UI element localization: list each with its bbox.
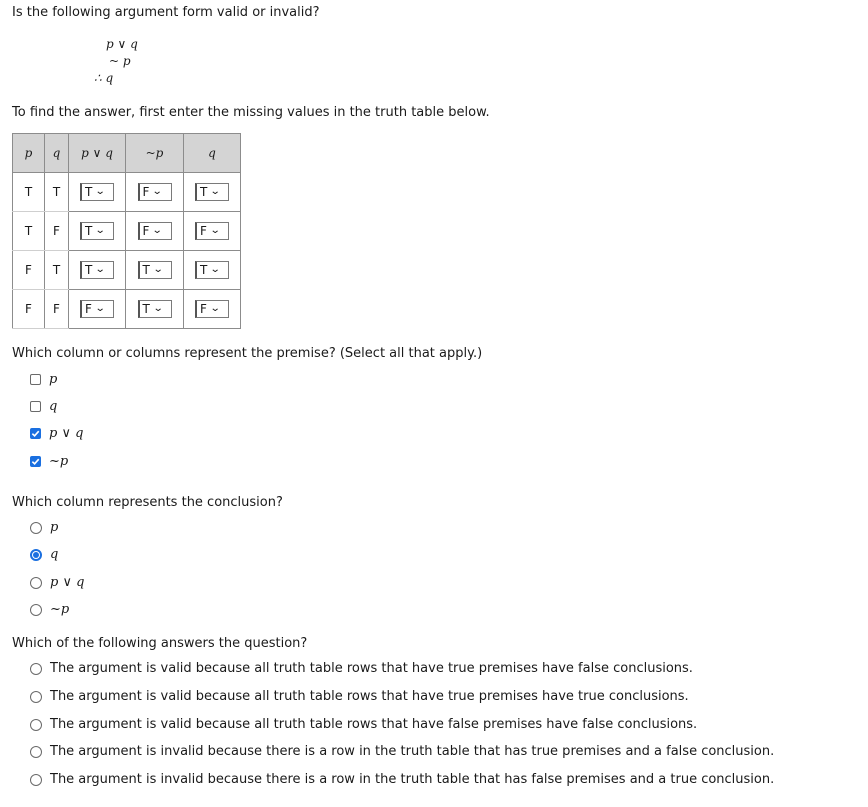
select-q[interactable] — [195, 183, 229, 201]
radio-button[interactable] — [30, 577, 42, 589]
select-not-p[interactable] — [138, 183, 172, 201]
question-conclusion: Which column represents the conclusion? — [12, 495, 283, 510]
cell-q: T — [45, 173, 69, 212]
chevron-down-icon: ⌄ — [152, 303, 164, 314]
truth-table — [12, 133, 241, 329]
chevron-down-icon: ⌄ — [95, 225, 106, 236]
radio-button-selected[interactable] — [30, 549, 42, 561]
answer-option-2[interactable] — [30, 689, 689, 704]
option-label: q — [49, 399, 58, 414]
checkbox[interactable] — [30, 374, 41, 385]
option-label: The argument is invalid because there is a row in the truth table that has true premises and a false conclusion. — [50, 744, 775, 759]
option-label: q — [50, 547, 59, 562]
cell-p: T — [13, 173, 45, 212]
select-value: T — [142, 263, 150, 277]
checkmark-icon — [31, 429, 40, 438]
chevron-down-icon: ⌄ — [210, 186, 221, 197]
conclusion-option-q[interactable] — [30, 547, 58, 562]
select-q[interactable] — [195, 261, 229, 279]
select-value: F — [142, 224, 150, 238]
table-row — [13, 212, 241, 251]
question-answer: Which of the following answers the question? — [12, 636, 308, 651]
header-not-p: ~p — [126, 134, 184, 173]
select-not-p[interactable] — [138, 222, 172, 240]
select-p-or-q[interactable] — [80, 222, 114, 240]
select-value: T — [85, 263, 93, 277]
checkmark-icon — [31, 457, 40, 466]
select-value: F — [200, 224, 207, 238]
select-p-or-q[interactable] — [80, 261, 114, 279]
chevron-down-icon: ⌄ — [152, 186, 164, 197]
chevron-down-icon: ⌄ — [209, 303, 221, 314]
option-label: The argument is valid because all truth table rows that have true premises have false conclusions. — [50, 661, 693, 676]
chevron-down-icon: ⌄ — [152, 225, 164, 236]
radio-button[interactable] — [30, 719, 42, 731]
select-value: T — [200, 263, 208, 277]
premise-2: ~ p — [109, 54, 131, 68]
answer-option-5[interactable] — [30, 772, 774, 787]
chevron-down-icon: ⌄ — [209, 225, 221, 236]
answer-option-3[interactable] — [30, 717, 697, 732]
question-validity: Is the following argument form valid or invalid? — [12, 5, 320, 20]
chevron-down-icon: ⌄ — [95, 186, 106, 197]
select-q[interactable] — [195, 222, 229, 240]
chevron-down-icon: ⌄ — [95, 264, 106, 275]
select-value: T — [142, 302, 150, 316]
checkbox-checked[interactable] — [30, 456, 41, 467]
header-p: p — [13, 134, 45, 173]
select-p-or-q[interactable] — [80, 183, 114, 201]
select-value: T — [200, 185, 208, 199]
option-label: ~p — [50, 602, 70, 617]
cell-q: T — [45, 251, 69, 290]
premise-option-p[interactable] — [30, 372, 57, 387]
premise-option-q[interactable] — [30, 399, 57, 414]
option-label: p ∨ q — [49, 426, 84, 441]
header-q-conclusion: q — [184, 134, 241, 173]
conclusion-option-not-p[interactable] — [30, 602, 69, 617]
premise-option-p-or-q[interactable] — [30, 426, 83, 441]
select-value: T — [85, 185, 93, 199]
chevron-down-icon: ⌄ — [210, 264, 221, 275]
radio-button[interactable] — [30, 604, 42, 616]
chevron-down-icon: ⌄ — [94, 303, 106, 314]
chevron-down-icon: ⌄ — [152, 264, 164, 275]
premise-1: p ∨ q — [106, 37, 138, 51]
option-label: The argument is valid because all truth table rows that have false premises have false conclusions. — [50, 717, 698, 732]
select-not-p[interactable] — [138, 300, 172, 318]
cell-p: T — [13, 212, 45, 251]
table-row — [13, 173, 241, 212]
conclusion-option-p-or-q[interactable] — [30, 575, 84, 590]
instruction-text: To find the answer, first enter the missing values in the truth table below. — [12, 105, 490, 120]
question-premise: Which column or columns represent the premise? (Select all that apply.) — [12, 346, 483, 361]
select-value: F — [142, 185, 150, 199]
select-q[interactable] — [195, 300, 229, 318]
option-label: p — [50, 520, 59, 535]
header-p-or-q: p ∨ q — [69, 134, 126, 173]
radio-button[interactable] — [30, 663, 42, 675]
select-value: F — [200, 302, 207, 316]
answer-option-4[interactable] — [30, 744, 774, 759]
table-row — [13, 290, 241, 329]
checkbox[interactable] — [30, 401, 41, 412]
header-q: q — [45, 134, 69, 173]
checkbox-checked[interactable] — [30, 428, 41, 439]
select-not-p[interactable] — [138, 261, 172, 279]
option-label: The argument is invalid because there is a row in the truth table that has false premises and a true conclusion. — [50, 772, 775, 787]
cell-q: F — [45, 212, 69, 251]
conclusion: ∴ q — [94, 71, 114, 85]
select-value: T — [85, 224, 93, 238]
radio-button[interactable] — [30, 522, 42, 534]
premise-option-not-p[interactable] — [30, 454, 68, 469]
table-header-row — [13, 134, 241, 173]
option-label: The argument is valid because all truth table rows that have true premises have true conclusions. — [50, 689, 689, 704]
option-label: p ∨ q — [50, 575, 85, 590]
cell-p: F — [13, 251, 45, 290]
option-label: p — [49, 372, 58, 387]
select-value: F — [85, 302, 92, 316]
option-label: ~p — [49, 454, 69, 469]
radio-button[interactable] — [30, 746, 42, 758]
radio-button[interactable] — [30, 774, 42, 786]
answer-option-1[interactable] — [30, 661, 693, 676]
cell-q: F — [45, 290, 69, 329]
table-row — [13, 251, 241, 290]
cell-p: F — [13, 290, 45, 329]
conclusion-option-p[interactable] — [30, 520, 58, 535]
radio-button[interactable] — [30, 691, 42, 703]
select-p-or-q[interactable] — [80, 300, 114, 318]
